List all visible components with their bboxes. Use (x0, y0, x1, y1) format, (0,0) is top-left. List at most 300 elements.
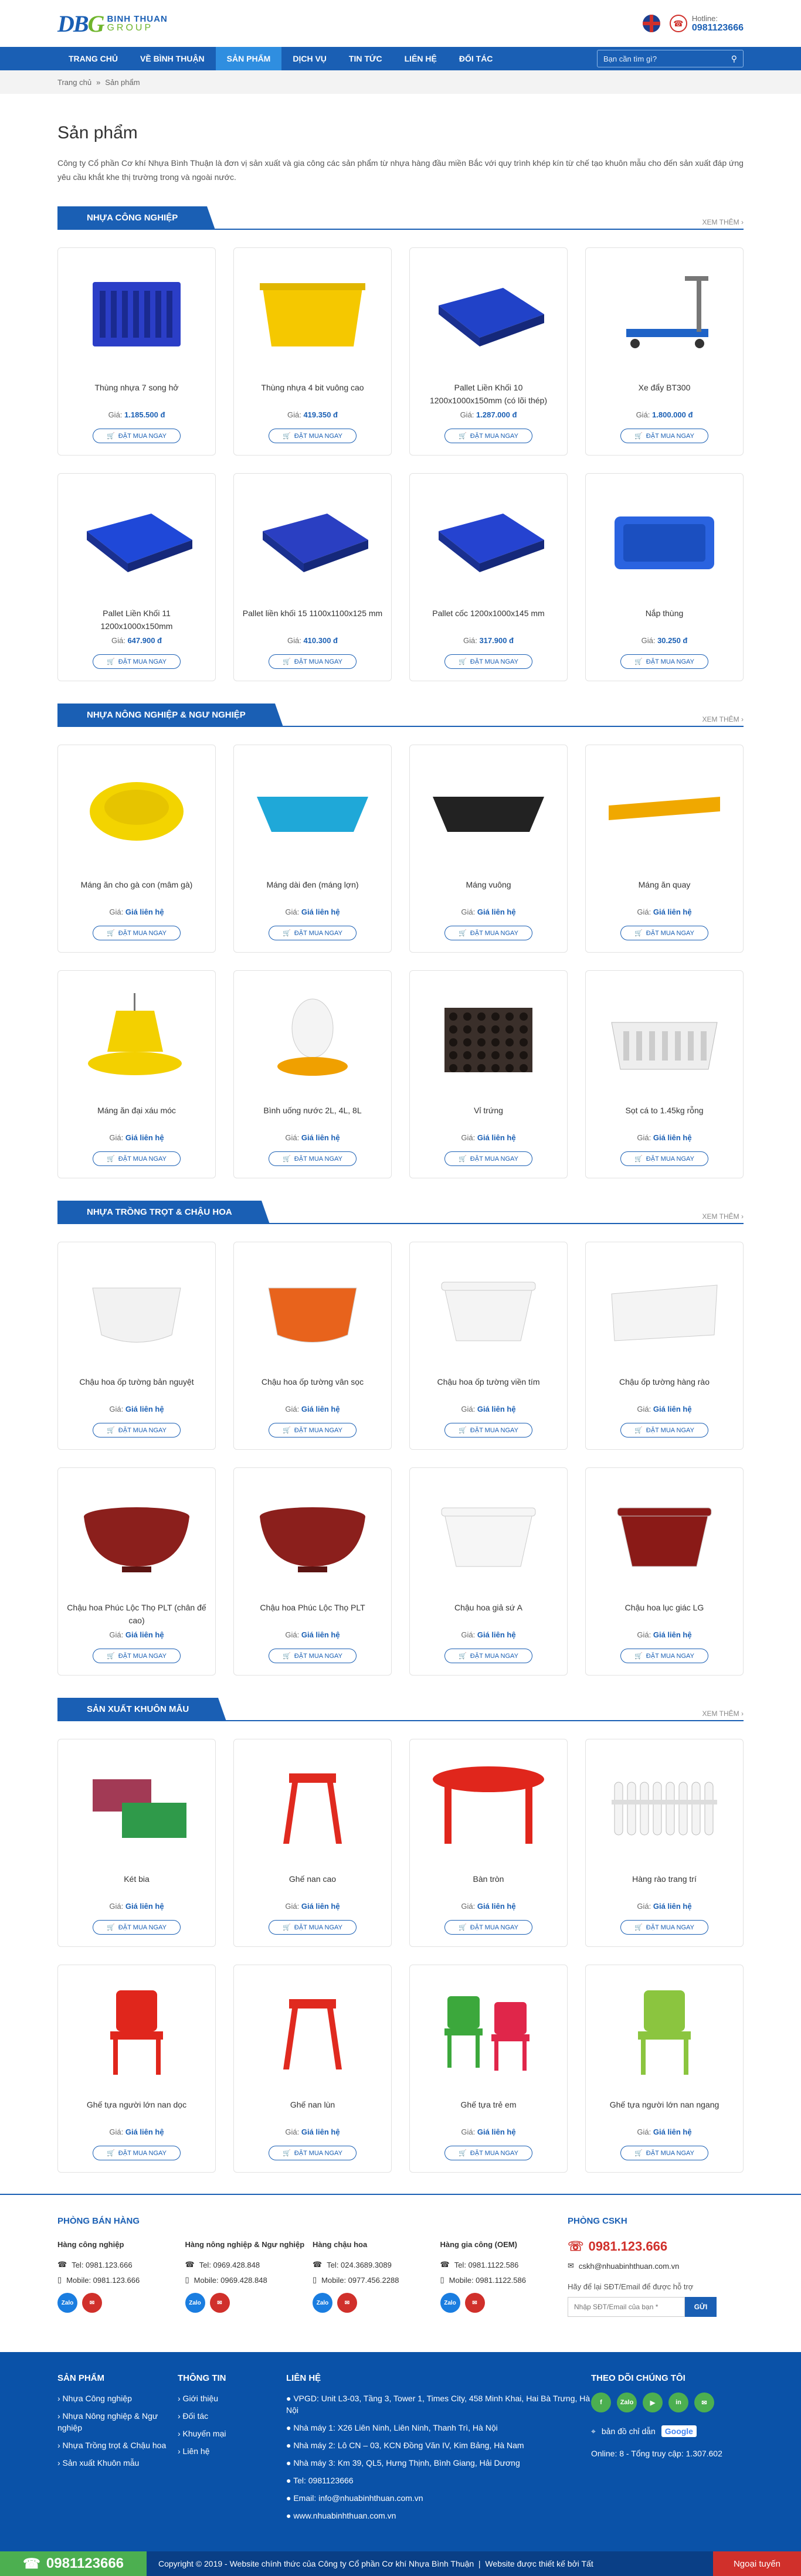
order-now-button[interactable] (93, 1423, 181, 1437)
product-card[interactable] (585, 1242, 744, 1450)
product-image[interactable] (245, 1750, 380, 1864)
product-name[interactable]: Máng vuông (466, 880, 511, 889)
product-image[interactable] (69, 484, 204, 599)
map-pin-icon: ⌖ (591, 2426, 596, 2436)
nav-home[interactable]: TRANG CHỦ (69, 54, 118, 63)
order-now-button[interactable] (620, 926, 708, 940)
product-image[interactable] (245, 756, 380, 870)
cart-icon: 🛒 (283, 1427, 291, 1434)
product-image[interactable] (421, 259, 556, 373)
product-price (285, 2128, 340, 2136)
product-name[interactable]: Ghế tựa người lớn nan ngang (609, 2100, 719, 2109)
order-now-button[interactable] (620, 654, 708, 669)
tel-text: Tel: 0981.1122.586 (454, 2260, 519, 2269)
mobile-text: Mobile: 0977.456.2288 (321, 2275, 399, 2285)
department-mobile[interactable] (185, 2275, 313, 2285)
order-now-label: ĐẶT MUA NGAY (646, 432, 694, 440)
footer-contact-item: ● Nhà máy 1: X26 Liên Ninh, Liên Ninh, Thanh Trì, Hà Nội (286, 2423, 498, 2432)
tel-text: Tel: 0981.123.666 (72, 2260, 133, 2269)
order-now-button[interactable] (93, 654, 181, 669)
price-label: Giá: (461, 1630, 477, 1639)
order-now-button[interactable] (444, 926, 532, 940)
order-now-button[interactable] (444, 429, 532, 443)
product-price (285, 908, 340, 916)
product-price (461, 908, 515, 916)
view-more-link[interactable]: XEM THÊM › (702, 218, 744, 226)
cart-icon: 🛒 (283, 658, 291, 665)
product-name[interactable]: Vỉ trứng (474, 1106, 503, 1115)
product-card[interactable] (233, 1965, 392, 2173)
cskh-phone-number: 0981.123.666 (588, 2239, 668, 2254)
product-name[interactable]: Két bia (124, 1874, 150, 1884)
product-card[interactable] (57, 1242, 216, 1450)
price-value: Giá liên hệ (125, 1902, 164, 1911)
contact-zone (0, 2194, 801, 2352)
product-card[interactable] (409, 1965, 568, 2173)
order-now-label: ĐẶT MUA NGAY (294, 658, 342, 665)
product-name[interactable]: Pallet Liền Khối 11 1200x1000x150mm (100, 609, 173, 631)
product-card[interactable] (233, 745, 392, 953)
product-name[interactable]: Nắp thùng (645, 609, 684, 618)
product-image[interactable] (421, 1750, 556, 1864)
product-image[interactable] (597, 981, 732, 1096)
order-now-label: ĐẶT MUA NGAY (294, 929, 342, 937)
price-label: Giá: (287, 636, 304, 645)
mobile-icon: ▯ (185, 2275, 189, 2284)
price-label: Giá: (636, 410, 653, 419)
mail-icon: ✉ (568, 2261, 574, 2270)
offline-chat-button[interactable]: Ngoại tuyến (713, 2551, 801, 2576)
product-name[interactable]: Máng ăn đại xáu móc (97, 1106, 176, 1115)
product-card[interactable] (57, 1467, 216, 1676)
product-price (461, 2128, 515, 2136)
cart-icon: 🛒 (283, 2150, 291, 2157)
site-footer (0, 2352, 801, 2551)
phone-icon: ☎ (313, 2260, 323, 2269)
nav-about[interactable]: VỀ BÌNH THUẬN (140, 54, 205, 63)
product-card[interactable] (585, 745, 744, 953)
search-input[interactable] (603, 55, 731, 63)
department-mobile[interactable] (57, 2275, 185, 2285)
product-image[interactable] (69, 1750, 204, 1864)
product-image[interactable] (245, 1976, 380, 2090)
product-image[interactable] (421, 981, 556, 1096)
product-price (109, 2128, 164, 2136)
product-image[interactable] (421, 1479, 556, 1593)
product-card[interactable] (57, 473, 216, 681)
cart-icon: 🛒 (634, 658, 643, 665)
order-now-button[interactable] (93, 1920, 181, 1935)
product-image[interactable] (597, 1479, 732, 1593)
product-image[interactable] (69, 1479, 204, 1593)
product-name[interactable]: Pallet cốc 1200x1000x145 mm (432, 609, 545, 618)
price-value: Giá liên hệ (301, 2128, 340, 2136)
product-image[interactable] (245, 1479, 380, 1593)
search-box (597, 50, 744, 67)
price-value: Giá liên hệ (301, 1405, 340, 1413)
product-card[interactable] (409, 745, 568, 953)
social-icon[interactable]: f (591, 2393, 611, 2412)
price-value: Giá liên hệ (477, 1405, 516, 1413)
product-price (111, 636, 162, 645)
product-price (109, 908, 164, 916)
order-now-label: ĐẶT MUA NGAY (470, 929, 518, 937)
product-card[interactable] (585, 473, 744, 681)
department-name: Hàng gia công (OEM) (440, 2240, 517, 2249)
product-card[interactable] (409, 1242, 568, 1450)
zalo-icon[interactable]: Zalo (313, 2293, 332, 2313)
footer-product-link[interactable]: › Nhựa Nông nghiệp & Ngư nghiệp (57, 2411, 158, 2432)
nav-services[interactable]: DỊCH VỤ (293, 54, 327, 63)
product-image[interactable] (421, 484, 556, 599)
cart-icon: 🛒 (283, 1653, 291, 1660)
department-mobile[interactable] (313, 2275, 440, 2285)
product-image[interactable] (597, 484, 732, 599)
order-now-button[interactable] (444, 1151, 532, 1166)
social-icon[interactable]: ▶ (643, 2393, 663, 2412)
product-card[interactable] (233, 473, 392, 681)
order-now-button[interactable] (93, 926, 181, 940)
product-name[interactable]: Bàn tròn (473, 1874, 504, 1884)
product-card[interactable] (57, 1739, 216, 1947)
product-card[interactable] (57, 1965, 216, 2173)
order-now-label: ĐẶT MUA NGAY (470, 1426, 518, 1434)
main-nav (0, 47, 801, 70)
product-name[interactable]: Hàng rào trang trí (632, 1874, 697, 1884)
phone-icon: ☎ (22, 2555, 40, 2572)
cskh-email-text: cskh@nhuabinhthuan.com.vn (578, 2261, 680, 2271)
order-now-button[interactable] (444, 654, 532, 669)
product-image[interactable] (421, 756, 556, 870)
cart-icon: 🛒 (634, 1427, 643, 1434)
order-now-button[interactable] (444, 1423, 532, 1437)
product-image[interactable] (597, 1976, 732, 2090)
social-icon[interactable]: Zalo (617, 2393, 637, 2412)
product-image[interactable] (421, 1976, 556, 2090)
nav-products[interactable]: SẢN PHẨM (216, 47, 282, 70)
product-card[interactable] (409, 1467, 568, 1676)
product-card[interactable] (57, 745, 216, 953)
price-value: Giá liên hệ (301, 1630, 340, 1639)
product-image[interactable] (69, 259, 204, 373)
price-value: Giá liên hệ (653, 1902, 692, 1911)
cskh-note: Hãy để lại SĐT/Email để được hỗ trợ (568, 2282, 694, 2291)
product-card[interactable] (233, 1739, 392, 1947)
cart-icon: 🛒 (459, 1924, 467, 1931)
order-now-button[interactable] (620, 1151, 708, 1166)
product-card[interactable] (233, 970, 392, 1178)
product-name[interactable]: Máng ăn quay (638, 880, 691, 889)
nav-partners[interactable]: ĐỐI TÁC (459, 54, 493, 63)
product-name[interactable]: Chậu hoa lục giác LG (624, 1603, 704, 1612)
cart-icon: 🛒 (459, 1653, 467, 1660)
mail-icon[interactable]: ✉ (465, 2293, 485, 2313)
product-name[interactable]: Bình uống nước 2L, 4L, 8L (263, 1106, 362, 1115)
social-icon[interactable]: in (668, 2393, 688, 2412)
order-now-button[interactable] (620, 1423, 708, 1437)
copyright-text: Copyright © 2019 - Website chính thức của Công ty Cổ phần Cơ khí Nhựa Bình Thuận (158, 2559, 474, 2568)
footer-info-link[interactable]: › Khuyến mại (178, 2429, 226, 2438)
product-image[interactable] (245, 981, 380, 1096)
section-header (57, 1698, 744, 1721)
product-card[interactable] (57, 970, 216, 1178)
product-image[interactable] (69, 756, 204, 870)
product-name[interactable]: Pallet liền khối 15 1100x1100x125 mm (242, 609, 383, 618)
price-value: Giá liên hệ (477, 1902, 516, 1911)
product-image[interactable] (597, 1253, 732, 1367)
product-card[interactable] (233, 1242, 392, 1450)
product-section (57, 1698, 744, 2173)
nav-news[interactable]: TIN TỨC (348, 54, 382, 63)
price-label: Giá: (285, 1902, 301, 1911)
product-image[interactable] (421, 1253, 556, 1367)
price-value: 1.185.500 đ (124, 410, 165, 419)
cart-icon: 🛒 (459, 658, 467, 665)
social-icon[interactable]: ✉ (694, 2393, 714, 2412)
map-link[interactable] (591, 2425, 744, 2437)
order-now-button[interactable] (444, 1920, 532, 1935)
product-image[interactable] (69, 1253, 204, 1367)
order-now-button[interactable] (269, 2146, 357, 2160)
bottom-phone-number: 0981123666 (46, 2555, 124, 2571)
product-name[interactable]: Máng dài đen (máng lợn) (266, 880, 359, 889)
product-card[interactable] (409, 970, 568, 1178)
product-name[interactable]: Chậu ốp tường hàng rào (619, 1377, 710, 1386)
order-now-label: ĐẶT MUA NGAY (646, 658, 694, 665)
product-price (461, 1133, 515, 1142)
price-value: Giá liên hệ (301, 908, 340, 916)
nav-contact[interactable]: LIÊN HỆ (404, 54, 437, 63)
tel-text: Tel: 024.3689.3089 (327, 2260, 392, 2269)
product-image[interactable] (597, 1750, 732, 1864)
price-label: Giá: (285, 2128, 301, 2136)
section-header (57, 206, 744, 230)
english-flag-icon[interactable] (643, 15, 660, 32)
view-more-link[interactable]: XEM THÊM › (702, 715, 744, 723)
department-socials (57, 2293, 185, 2313)
order-now-button[interactable] (269, 654, 357, 669)
product-card[interactable] (585, 247, 744, 456)
footer-product-link[interactable]: › Nhựa Công nghiệp (57, 2394, 132, 2403)
price-label: Giá: (637, 2128, 653, 2136)
footer-info-link[interactable]: › Đối tác (178, 2411, 209, 2421)
department-socials (313, 2293, 440, 2313)
order-now-button[interactable] (93, 1151, 181, 1166)
product-card[interactable] (233, 247, 392, 456)
order-now-button[interactable] (269, 1151, 357, 1166)
order-now-button[interactable] (269, 1920, 357, 1935)
order-now-label: ĐẶT MUA NGAY (470, 432, 518, 440)
product-card[interactable] (585, 970, 744, 1178)
product-price (285, 1630, 340, 1639)
price-value: 1.287.000 đ (476, 410, 517, 419)
cart-icon: 🛒 (283, 930, 291, 937)
product-price (461, 1902, 515, 1911)
section-title: NHỰA CÔNG NGHIỆP (57, 206, 207, 230)
product-price (109, 1630, 164, 1639)
price-label: Giá: (109, 1405, 125, 1413)
product-card[interactable] (585, 1965, 744, 2173)
product-name[interactable]: Chậu hoa ốp tường bản nguyệt (79, 1377, 194, 1386)
order-now-button[interactable] (620, 429, 708, 443)
designer-text: Website được thiết kế bởi Tất (485, 2559, 593, 2568)
zalo-icon[interactable]: Zalo (440, 2293, 460, 2313)
mail-icon[interactable]: ✉ (82, 2293, 102, 2313)
price-value: Giá liên hệ (653, 1630, 692, 1639)
product-image[interactable] (69, 1976, 204, 2090)
price-label: Giá: (109, 2128, 125, 2136)
sales-department (57, 2240, 185, 2313)
product-name[interactable]: Chậu hoa Phúc Lộc Thọ PLT (chân đế cao) (67, 1603, 206, 1625)
footer-product-link[interactable]: › Sản xuất Khuôn mẫu (57, 2458, 140, 2468)
footer-contact-item: ● www.nhuabinhthuan.com.vn (286, 2511, 396, 2520)
order-now-button[interactable] (269, 926, 357, 940)
product-name[interactable]: Chậu hoa giả sứ A (454, 1603, 522, 1612)
footer-product-link[interactable]: › Nhựa Trồng trọt & Chậu hoa (57, 2441, 167, 2450)
order-now-button[interactable] (444, 2146, 532, 2160)
cskh-email[interactable] (568, 2261, 744, 2271)
cskh-form (568, 2297, 744, 2317)
order-now-button[interactable] (269, 429, 357, 443)
price-label: Giá: (285, 1405, 301, 1413)
order-now-label: ĐẶT MUA NGAY (470, 1923, 518, 1931)
product-name[interactable]: Ghế nan lùn (290, 2100, 335, 2109)
product-image[interactable] (597, 259, 732, 373)
footer-products-title: SẢN PHẨM (57, 2373, 105, 2383)
order-now-label: ĐẶT MUA NGAY (294, 1155, 342, 1163)
mobile-text: Mobile: 0969.428.848 (194, 2275, 267, 2285)
cskh-phone[interactable] (568, 2239, 744, 2254)
footer-info-link[interactable]: › Giới thiệu (178, 2394, 219, 2403)
product-card[interactable] (57, 247, 216, 456)
order-now-button[interactable] (93, 1649, 181, 1663)
product-image[interactable] (245, 1253, 380, 1367)
product-name[interactable]: Thùng nhựa 4 bit vuông cao (261, 383, 364, 392)
product-card[interactable] (233, 1467, 392, 1676)
top-header (0, 0, 801, 47)
product-image[interactable] (245, 484, 380, 599)
order-now-button[interactable] (444, 1649, 532, 1663)
department-tel[interactable] (57, 2260, 185, 2269)
cskh-submit-button[interactable]: GỬI (685, 2297, 717, 2317)
price-label: Giá: (461, 1405, 477, 1413)
view-more-link[interactable]: XEM THÊM › (702, 1710, 744, 1718)
price-value: Giá liên hệ (653, 1405, 692, 1413)
price-value: Giá liên hệ (653, 1133, 692, 1142)
product-name[interactable]: Thùng nhựa 7 song hở (94, 383, 179, 392)
product-price (109, 1405, 164, 1413)
department-mobile[interactable] (440, 2275, 568, 2285)
price-value: Giá liên hệ (125, 1630, 164, 1639)
product-price (637, 1405, 691, 1413)
cart-icon: 🛒 (459, 433, 467, 440)
department-tel[interactable] (313, 2260, 440, 2269)
product-name[interactable]: Ghế tựa người lớn nan dọc (86, 2100, 187, 2109)
order-now-label: ĐẶT MUA NGAY (646, 1923, 694, 1931)
hotline[interactable] (670, 14, 744, 33)
price-value: Giá liên hệ (301, 1133, 340, 1142)
product-name[interactable]: Máng ăn cho gà con (mâm gà) (80, 880, 193, 889)
order-now-button[interactable] (620, 1920, 708, 1935)
product-name[interactable]: Chậu hoa ốp tường vân sọc (261, 1377, 364, 1386)
department-tel[interactable] (185, 2260, 313, 2269)
product-card[interactable] (409, 1739, 568, 1947)
product-name[interactable]: Xe đẩy BT300 (638, 383, 691, 392)
product-grid (57, 1739, 744, 2173)
product-grid (57, 1242, 744, 1676)
product-name[interactable]: Sọt cá to 1.45kg rỗng (625, 1106, 704, 1115)
price-label: Giá: (109, 1133, 125, 1142)
cart-icon: 🛒 (107, 1653, 115, 1660)
product-name[interactable]: Chậu hoa ốp tường viền tím (437, 1377, 540, 1386)
order-now-label: ĐẶT MUA NGAY (646, 1652, 694, 1660)
price-value: Giá liên hệ (125, 1405, 164, 1413)
product-card[interactable] (585, 1739, 744, 1947)
order-now-label: ĐẶT MUA NGAY (118, 1426, 167, 1434)
bottom-phone-button[interactable] (0, 2551, 147, 2576)
product-image[interactable] (245, 259, 380, 373)
product-card[interactable] (585, 1467, 744, 1676)
cskh-input[interactable] (568, 2297, 685, 2317)
order-now-button[interactable] (620, 1649, 708, 1663)
product-card[interactable] (409, 247, 568, 456)
product-name[interactable]: Chậu hoa Phúc Lộc Thọ PLT (260, 1603, 365, 1612)
zalo-icon[interactable]: Zalo (57, 2293, 77, 2313)
product-price (637, 2128, 691, 2136)
mail-icon[interactable]: ✉ (210, 2293, 230, 2313)
site-logo[interactable] (57, 10, 168, 38)
search-icon[interactable]: ⚲ (731, 53, 737, 63)
breadcrumb-home[interactable]: Trang chủ (57, 77, 92, 87)
hotline-number[interactable]: 0981123666 (691, 22, 744, 33)
footer-info-link[interactable]: › Liên hệ (178, 2446, 210, 2456)
phone-icon: ☎ (185, 2260, 195, 2269)
price-label: Giá: (109, 1630, 125, 1639)
product-name[interactable]: Pallet Liền Khối 10 1200x1000x150mm (có lõi thép) (429, 383, 547, 405)
mail-icon[interactable]: ✉ (337, 2293, 357, 2313)
section-title: SẢN XUẤT KHUÔN MẪU (57, 1698, 218, 1721)
product-price (285, 1133, 340, 1142)
product-price (461, 1405, 515, 1413)
product-image[interactable] (597, 756, 732, 870)
zalo-icon[interactable]: Zalo (185, 2293, 205, 2313)
price-value: Giá liên hệ (653, 908, 692, 916)
view-more-link[interactable]: XEM THÊM › (702, 1212, 744, 1221)
order-now-label: ĐẶT MUA NGAY (118, 2149, 167, 2157)
price-value: 419.350 đ (303, 410, 338, 419)
order-now-button[interactable] (269, 1423, 357, 1437)
department-socials (440, 2293, 568, 2313)
cart-icon: 🛒 (107, 1427, 115, 1434)
department-tel[interactable] (440, 2260, 568, 2269)
order-now-button[interactable] (93, 429, 181, 443)
cart-icon: 🛒 (107, 433, 115, 440)
bottom-bar (0, 2551, 801, 2576)
logo-line1: BINH THUAN (107, 13, 168, 24)
product-name[interactable]: Ghế tựa trẻ em (460, 2100, 517, 2109)
product-price (108, 410, 165, 419)
price-label: Giá: (461, 1902, 477, 1911)
order-now-button[interactable] (620, 2146, 708, 2160)
product-price (463, 636, 514, 645)
footer-contact-item: ● VPGD: Unit L3-03, Tầng 3, Tower 1, Times City, 458 Minh Khai, Hai Bà Trưng, Hà Nội (286, 2394, 590, 2415)
order-now-button[interactable] (269, 1649, 357, 1663)
product-card[interactable] (409, 473, 568, 681)
product-image[interactable] (69, 981, 204, 1096)
order-now-button[interactable] (93, 2146, 181, 2160)
page-intro: Công ty Cổ phần Cơ khí Nhựa Bình Thuận là đơn vị sản xuất và gia công các sản phẩm từ nhựa hàng đầu miền Bắc với quy trình khép kín từ chế tạo khuôn mẫu cho đến sản xuất đáp ứng yêu cầu khắt khe thị trường trong và ngoài nước. (57, 158, 744, 182)
product-name[interactable]: Ghế nan cao (289, 1874, 337, 1884)
